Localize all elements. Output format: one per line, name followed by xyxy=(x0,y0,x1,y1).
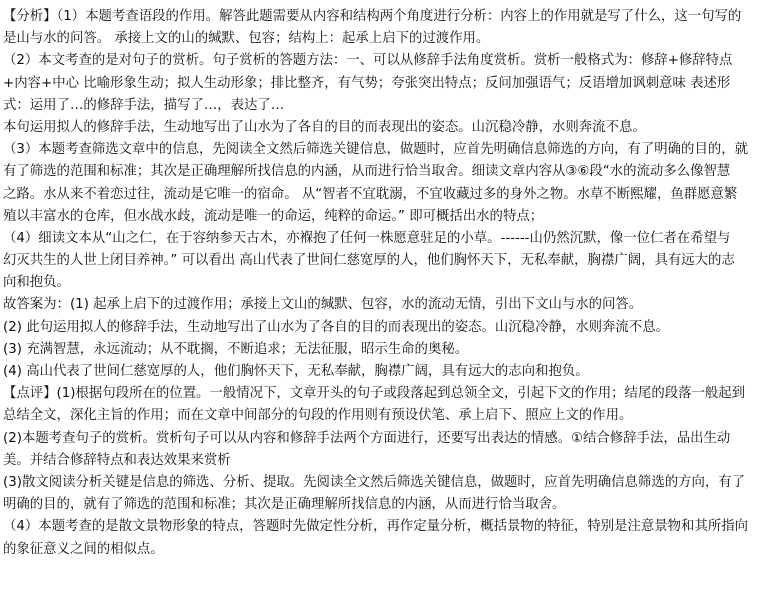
analysis-line-9: 之路。水从来不着恋过往，流动是它唯一的宿命。 从“智者不宜耽溺，不宜收藏过多的身外之物。水草不断熙耀，鱼群愿意繁 xyxy=(3,186,738,202)
comment-line-7: （4）本题考查的是散文景物形象的特点，答题时先做定性分析，再作定量分析，概括景物的特征，特别是注意景物和其所指向 xyxy=(3,519,748,535)
comment-line-4: 美。并结合修辞特点和表达效果来赏析 xyxy=(3,452,231,468)
analysis-line-6: 本句运用拟人的修辞手法，生动地写出了山水为了各自的目的而表现出的姿态。山沉稳冷静，水则奔流不息。 xyxy=(3,119,646,135)
analysis-line-1: 【分析】（1）本题考查语段的作用。解答此题需要从内容和结构两个角度进行分析：内容上的作用就是写了什么，这一句写的 xyxy=(3,9,742,24)
comment-line-1: 【点评】(1)根据句段所在的位置。一般情况下，文章开头的句子或段落起到总领全文，引起下文的作用；结尾的段落一般起到 xyxy=(3,386,746,402)
analysis-line-13: 向和抱负。 xyxy=(3,275,70,291)
comment-line-6: 明确的目的，就有了筛选的范围和标准；其次是正确理解所找信息的内涵，从而进行恰当取舍。 xyxy=(3,497,566,513)
analysis-line-7: （3）本题考查筛选文章中的信息，先阅读全文然后筛选关键信息，做题时，应首先明确信息筛选的方向，有了明确的目的，就 xyxy=(3,142,748,158)
analysis-line-8: 有了筛选的范围和标准；其次是正确理解所找信息的内涵，从而进行恰当取舍。细读文章内容从③⑥段“水的流动多么像智慧 xyxy=(3,164,731,180)
analysis-line-5: 式：运用了…的修辞手法，描写了…，表达了… xyxy=(3,97,285,113)
analysis-line-4: +内容+中心 比喻形象生动；拟人生动形象；排比整齐，有气势；夸张突出特点；反问加强语气；反语增加讽刺意味 表述形 xyxy=(3,75,731,91)
answer-line-4: (4) 高山代表了世间仁慈宽厚的人，他们胸怀天下，无私奉献，胸襟广阔，具有远大的志向和抱负。 xyxy=(3,364,589,379)
analysis-line-12: 幻灭共生的人世上闭目养神。” 可以看出 高山代表了世间仁慈宽厚的人，他们胸怀天下，无私奉献，胸襟广阔，具有远大的志 xyxy=(3,253,735,269)
analysis-line-11: （4）细读文本从“山之仁，在于容纳参天古木，亦褓抱了任何一株愿意驻足的小草。------山仍然沉默，像一位仁者在希望与 xyxy=(3,230,731,246)
answer-line-2: (2) 此句运用拟人的修辞手法，生动地写出了山水为了各自的目的而表现出的姿态。山沉稳冷静，水则奔流不息。 xyxy=(3,319,669,335)
comment-line-5: (3)散文阅读分析关键是信息的筛选、分析、提取。先阅读全文然后筛选关键信息，做题时，应首先明确信息筛选的方向，有了 xyxy=(3,474,746,490)
comment-line-3: (2)本题考查句子的赏析。赏析句子可以从内容和修辞手法两个方面进行，还要写出表达的情感。①结合修辞手法，品出生动 xyxy=(3,430,731,446)
comment-line-2: 总结全文，深化主旨的作用；而在文章中间部分的句段的作用则有预设伏笔、承上启下、照应上文的作用。 xyxy=(3,408,633,424)
analysis-line-3: （2）本文考查的是对句子的赏析。句子赏析的答题方法：一、可以从修辞手法角度赏析。赏析一般格式为：修辞+修辞特点 xyxy=(3,53,733,69)
comment-line-8: 的象征意义之间的相似点。 xyxy=(3,541,164,557)
answer-line-1: 故答案为：(1) 起承上启下的过渡作用；承接上文山的缄默、包容，水的流动无情，引出下文山与水的问答。 xyxy=(3,297,643,313)
analysis-line-2: 是山与水的问答。 承接上文的山的缄默、包容；结构上：起承上启下的过渡作用。 xyxy=(3,31,490,47)
analysis-line-10: 殖以丰富水的仓库，但水战水歧，流动是唯一的命运，纯粹的命运。” 即可概括出水的特点； xyxy=(3,208,544,224)
answer-line-3: (3) 充满智慧，永远流动；从不耽搁，不断追求；无法征服，昭示生命的奥秘。 xyxy=(3,341,469,357)
